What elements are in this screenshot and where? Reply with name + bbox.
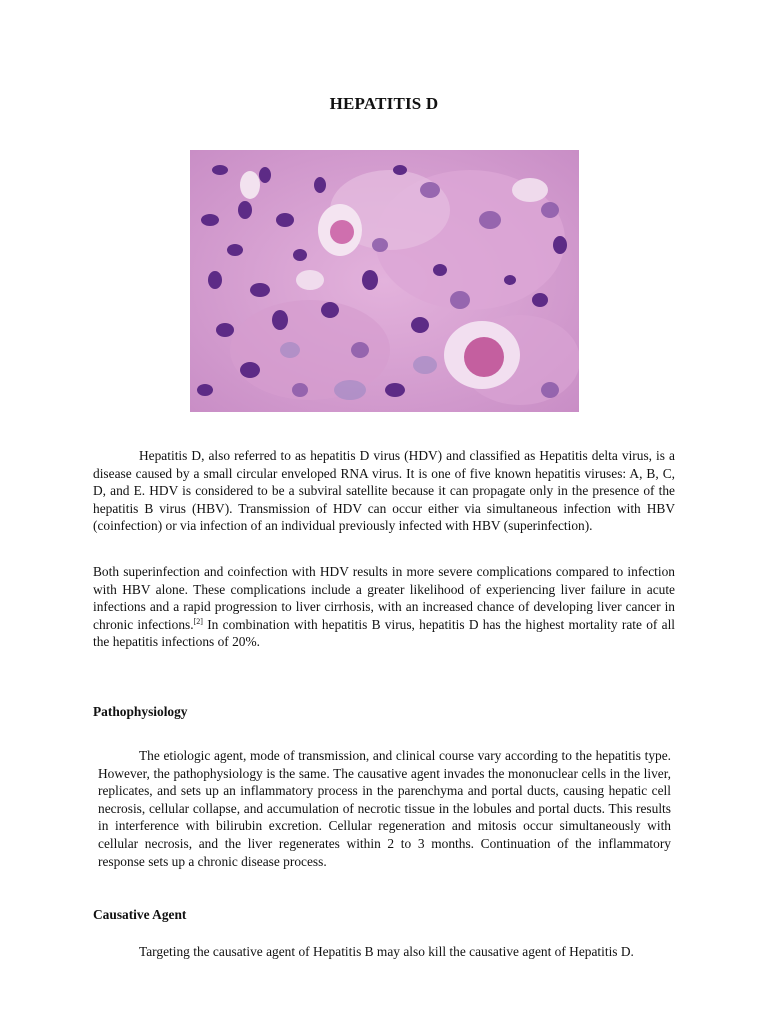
intro-paragraph: Hepatitis D, also referred to as hepatitis D virus (HDV) and classified as Hepatitis delta virus, is a disease caused by a small circular enveloped RNA virus. It is one of five known hepatitis viruses: A, B, C, D, and E. HDV is considered to be a subviral satellite because it can propagate only in the presence of the hepatitis B virus (HBV). Transmission of HDV can occur either via simultaneous infection with HBV (coinfection) or via infection of an individual previously infected with HBV (superinfection).: [93, 448, 675, 534]
histology-image: [190, 150, 579, 412]
complications-text-b: In combination with hepatitis B virus, hepatitis D has the highest mortality rate of all the hepatitis infections of 20%.: [93, 616, 676, 650]
pathophysiology-heading: Pathophysiology: [93, 704, 188, 719]
causative-agent-heading: Causative Agent: [93, 907, 187, 922]
causative-agent-paragraph: Targeting the causative agent of Hepatitis B may also kill the causative agent of Hepatitis D.: [139, 944, 634, 959]
page-title: HEPATITIS D: [329, 94, 439, 113]
complications-paragraph: [93, 563, 675, 651]
complications-text-a: Both superinfection and coinfection with HDV results in more severe complications compared to infection with HBV alone. These complications include a greater likelihood of experiencing liver failure in acute infections and a rapid progression to liver cirrhosis, with an increased chance of developing liver cancer in chronic infections.: [93, 564, 675, 632]
citation-ref[interactable]: [2]: [193, 616, 203, 626]
pathophysiology-paragraph: The etiologic agent, mode of transmission, and clinical course vary according to the hepatitis type. However, the pathophysiology is the same. The causative agent invades the mononuclear cells in the liver, replicates, and sets up an inflammatory process in the parenchyma and portal ducts, causing hepatic cell necrosis, cellular collapse, and accumulation of necrotic tissue in the lobules and portal ducts. This results in interference with bilirubin excretion. Cellular regeneration and mitosis occur simultaneously with cellular necrosis, and the liver regenerates within 2 to 3 months. Continuation of the inflammatory response sets up a chronic disease process.: [98, 748, 671, 869]
